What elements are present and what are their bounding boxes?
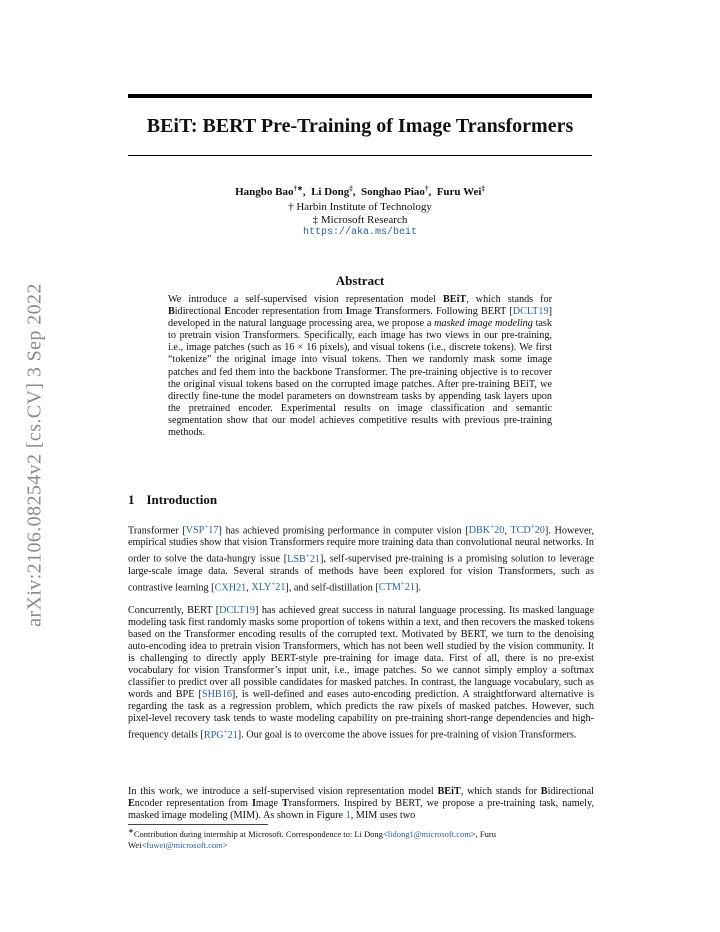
footnote: ∗Contribution during internship at Microsoft. Correspondence to: Li Dong<lidong1@microsoft.com>, Furu Wei<fuwei@microsoft.com> <box>128 827 496 850</box>
title-rule-top <box>128 94 592 98</box>
footnote-rule <box>128 824 268 825</box>
citation-link[interactable]: DBK+20 <box>468 523 505 537</box>
email-link[interactable]: fuwei@microsoft.com <box>146 839 223 850</box>
paper-title: BEiT: BERT Pre-Training of Image Transformers <box>146 115 574 137</box>
author-list: Hangbo Bao†∗, Li Dong‡, Songhao Piao†, Furu Wei‡ <box>235 184 485 198</box>
author-name: Furu Wei <box>436 185 482 198</box>
email-link[interactable]: lidong1@microsoft.com <box>387 828 471 839</box>
citation-link[interactable]: CXH21 <box>214 582 247 594</box>
affiliation: ‡ Microsoft Research <box>312 214 408 226</box>
citation-link[interactable]: DCLT19 <box>512 306 549 318</box>
arxiv-sidebar <box>22 250 48 660</box>
citation-link[interactable]: RPG+21 <box>203 727 238 741</box>
author-name: Li Dong <box>311 185 350 198</box>
abstract-heading: Abstract <box>335 273 385 288</box>
author-name: Hangbo Bao <box>235 185 294 198</box>
project-url-link[interactable]: https://aka.ms/beit <box>302 227 418 238</box>
arxiv-identifier[interactable]: arXiv:2106.08254v2 [cs.CV] 3 Sep 2022 <box>23 283 46 627</box>
paragraph-3: In this work, we introduce a self-supervised vision representation model BEiT, which stands for Bidirectional Encoder representation from Image Transformers. Inspired by BERT, we propose a pre-training task, namely, masked image modeling (MIM). As shown in Figure 1, MIM uses two <box>128 786 594 822</box>
abstract-text: We introduce a self-supervised vision representation model BEiT, which stands for Bidirectional Encoder representation from Image Transformers. Following BERT [DCLT19] developed in the natural language processing area, we propose a masked image modeling task to pretrain vision Transformers. Specifically, each image has two views in our pre-training, i.e., image patches (such as 16 × 16 pixels), and visual tokens (i.e., discrete tokens). We first “tokenize” the original image into visual tokens. Then we randomly mask some image patches and fed them into the backbone Transformer. The pre-training objective is to recover the original visual tokens based on the corrupted image patches. After pre-training BEiT, we directly fine-tune the model parameters on downstream tasks by appending task layers upon the pretrained encoder. Experimental results on image classification and semantic segmentation show that our model achieves competitive results with previous pre-training methods. <box>168 294 553 439</box>
citation-link[interactable]: CTM+21 <box>378 579 416 594</box>
citation-link[interactable]: DCLT19 <box>219 605 255 616</box>
paragraph-2: Concurrently, BERT [DCLT19] has achieved great success in natural language processing. Its masked language modeling task first randomly masks some proportion of tokens within a text, and then recovers the masked tokens based on the Transformer encoding results of the corrupted text. Motivated by BERT, we turn to the denoising auto-encoding idea to pretrain vision Transformers, which has not been well studied by the vision community. It is challenging to directly apply BERT-style pre-training for image data. First of all, there is no pre-exist vocabulary for vision Transformer’s input unit, i.e., image patches. So we cannot simply employ a softmax classifier to predict over all possible candidates for masked patches. In contrast, the language vocabulary, such as words and BPE [SHB16], is well-defined and eases auto-encoding prediction. A straightforward alternative is regarding the task as a regression problem, which predicts the raw pixels of masked patches. However, such pixel-level recovery task tends to waste modeling capability on pre-training short-range dependencies and high-frequency details [RPG+21]. Our goal is to overcome the above issues for pre-training of vision Transformers. <box>128 605 595 741</box>
author-name: Songhao Piao <box>361 185 425 198</box>
section-heading: 1 Introduction <box>128 492 218 507</box>
title-rule-bottom <box>128 155 592 156</box>
citation-link[interactable]: LSB+21 <box>287 551 320 565</box>
figure-link[interactable]: 1 <box>345 810 351 822</box>
citation-link[interactable]: VSP+17 <box>185 523 219 537</box>
citation-link[interactable]: TCD+20 <box>510 523 545 537</box>
paragraph-1: Transformer [VSP+17] has achieved promising performance in computer vision [DBK+20, TCD+20]. However, empirical studies show that vision Transformers require more training data than convolutional neural networks. In order to solve the data-hungry issue [LSB+21], self-supervised pre-training is a promising solution to leverage large-scale image data. Several strands of methods have been explored for vision Transformers, such as contrastive learning [CXH21, XLY+21], and self-distillation [CTM+21]. <box>128 523 594 594</box>
affiliation: † Harbin Institute of Technology <box>288 201 432 213</box>
citation-link[interactable]: SHB16 <box>201 689 232 701</box>
citation-link[interactable]: XLY+21 <box>251 579 286 594</box>
